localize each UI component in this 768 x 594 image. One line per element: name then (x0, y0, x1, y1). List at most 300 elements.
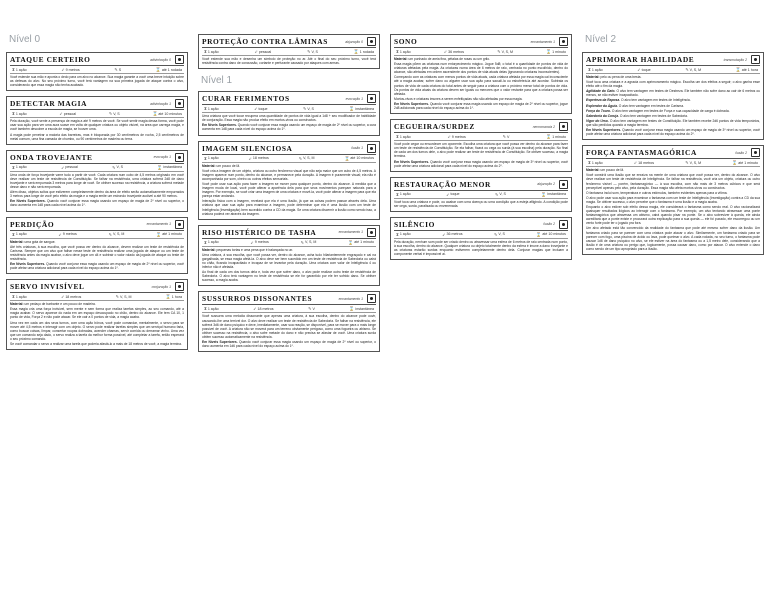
spell-card-forca (582, 145, 764, 255)
spell-slot-icon[interactable] (367, 37, 376, 46)
spell-description: Uma criatura que você tocar recupera uma quantidade de pontos de vida igual a 1d8 + seu modificador de habilidade de conjuração. Essa magia não produz efeito em mortos-vivos ou constructos. (202, 114, 376, 123)
stat-cast (588, 160, 603, 165)
components-icon: ✎ (685, 67, 689, 72)
stat-value: 36 metros (448, 49, 465, 54)
components-icon: ✎ (298, 155, 303, 161)
components-icon: ✎ (115, 294, 119, 300)
spell-card-sono (390, 34, 572, 114)
spell-description: Essa magia cria uma força invisível, sem mente e sem forma que realiza tarefas simples, ao seu comando, até a magia acabar. O servo aparece do nada em um espaço desocupado no chão, dentro do alcance. Ele tem CA 10, 1 ponto de vida, Força 2 e não pode atacar. Se ele cair a 0 pontos de vida, a magia acaba. (10, 307, 184, 320)
spell-stats (10, 164, 184, 172)
stat-value: V, S, M (303, 156, 315, 161)
spell-higher-levels (586, 128, 760, 136)
option-text: O alvo tem vantagem em testes de Força e sua capacidade de carga é dobrada. (611, 108, 730, 113)
spell-header (202, 294, 376, 305)
spell-stats (394, 48, 568, 56)
option-name: Esplendor da Águia. (586, 103, 618, 108)
spell-card-onda (6, 150, 188, 212)
higher-label: Em Níveis Superiores. (202, 123, 237, 128)
components-icon: ✎ (495, 191, 499, 197)
stat-value: até 1 minuto (354, 240, 374, 245)
material-label: Material: (202, 247, 216, 252)
range-icon: ➶ (61, 164, 65, 170)
higher-text: Quando você conjurar essa magia usando um espaço de magia de 2º nível ou superior, o dano aumenta em 1d6 para cada nível do espaço acima do 1º. (202, 340, 377, 349)
stat-value: 1 ação (399, 134, 411, 139)
stat-value: V, S, M (689, 160, 702, 165)
spell-slot-icon[interactable] (367, 94, 376, 103)
duration-icon: ⌛ (344, 155, 350, 161)
stat-comp (109, 111, 120, 116)
option-text: O alvo tem vantagem em testes de Inteligência. (621, 98, 691, 103)
material-text: pelo ou pena de uma besta. (600, 75, 642, 79)
range-icon: ➶ (58, 231, 62, 237)
spell-stats (202, 48, 376, 56)
stat-value: pessoal (65, 165, 78, 170)
hourglass-icon: ⧗ (204, 306, 207, 312)
column-3 (384, 0, 576, 265)
spell-card-ataque (6, 52, 188, 91)
spell-header (10, 220, 184, 231)
spell-material (10, 240, 184, 244)
duration-icon: ⌛ (348, 239, 354, 245)
spell-higher-levels (10, 199, 184, 207)
stat-value: 1 minuto (552, 49, 566, 54)
stat-range (253, 306, 273, 311)
spell-description: Além disso, objetos soltos que estiverem completamente dentro da área de efeito serão automaticamente empurrados 3 metros para longe de você pelo efeito da magia e a magia emite um estrondo trovejante audível a até 90 metros. (10, 190, 184, 199)
stat-dur (736, 67, 758, 72)
material-text: um punhado de areia fina, pétalas de rosas ou um grilo. (408, 57, 491, 61)
hourglass-icon: ⧗ (396, 191, 399, 197)
stat-value: 9 metros (451, 134, 466, 139)
spell-higher-levels (394, 160, 568, 168)
spell-slot-icon[interactable] (559, 37, 568, 46)
higher-label: Em Níveis Superiores. (10, 199, 46, 204)
spell-description: Uma vez em cada um dos seus turnos, com uma ação bônus, você pode comandar, mentalmente, o servo para se mover até 4,5 metros e interagir com um objeto. O servo pode realizar tarefas simples que um serviçal humano faria, como buscar coisas, limpar, consertar roupas dobradas, acender chamas, servir comida ou derramar vinho. Uma vez que um comando seja dado, o servo realiza a tarefa da melhor forma possível, até completar a tarefa, então esperará o seu próximo comando. (10, 320, 184, 341)
spell-stats (394, 191, 568, 199)
duration-icon: ⌛ (735, 67, 741, 72)
components-icon: ✎ (114, 67, 118, 72)
spell-name: CURAR FERIMENTOS (202, 94, 290, 104)
stat-range (442, 232, 462, 237)
stat-value: 1 ação (15, 232, 27, 236)
material-label: Material: (586, 75, 600, 79)
spell-name: SILÊNCIO (394, 219, 435, 229)
spell-description: Você sussurra uma melodia dissonante que apenas uma criatura, à sua escolha, dentro do alcance pode ouvir, causando-lhe uma terrível dor. O alvo deve realizar um teste de resistência de Sabedoria. Se falhar na resistência, ele sofrerá 3d6 de dano psíquico e deve, imediatamente, usar sua reação, se disponível, para se mover para o mais longe possível de você. A criatura não se moverá para um terreno obviamente perigoso, como uma fogueira ou abismo. Se obtiver sucesso na resistência, o alvo sofre metade do dano e não precisa se afastar de você. Uma criatura surda obtém sucesso automaticamente na resistência. (202, 314, 376, 339)
stat-value: 36 metros (446, 232, 463, 237)
option-text: O alvo tem vantagem em testes de Destreza. Ele também não sofre dano ao cair de 6 metros ou menos, se não estiver incapacitado. (586, 89, 761, 98)
material-text: um pouco de lã. (600, 168, 624, 173)
spell-slot-icon[interactable] (751, 148, 760, 157)
stat-value: V, S (116, 165, 123, 170)
spell-material (202, 164, 376, 168)
spell-name: CEGUEIRA/SURDEZ (394, 122, 475, 132)
spell-description: Você toca uma criatura e a agracia com aprimoramento mágico. Escolha um dos efeitos a seguir; o alvo ganha esse efeito até o fim da magia. (586, 80, 760, 89)
level-heading: Nível 0 (9, 34, 41, 45)
stat-dur (732, 160, 758, 165)
spell-name: PERDIÇÃO (10, 219, 55, 229)
stat-comp (308, 306, 315, 311)
stat-value: 9 metros (65, 67, 80, 72)
stat-range (59, 111, 76, 116)
spell-header (10, 99, 184, 110)
stat-range (61, 294, 81, 299)
higher-label: Em Níveis Superiores. (202, 340, 238, 344)
spell-header (394, 180, 568, 191)
spell-header (10, 55, 184, 66)
stat-value: até 1 hora (741, 67, 758, 72)
stat-dur (354, 49, 374, 54)
higher-label: Em Níveis Superiores. (394, 101, 429, 106)
spell-school: necromancia 2 (532, 124, 555, 129)
higher-text: Quando você conjurar essa magia usando um espaço de magia de 3º nível ou superior, você pode afetar uma criatura adicional para cada nível do espaço acima do 2º. (586, 128, 760, 137)
higher-label: Em Níveis Superiores. (10, 261, 46, 266)
spell-header (394, 122, 568, 133)
spell-description: Pela duração, você sente a presença de magia a até 9 metros de você. Se você sentir magia dessa forma, você pode usar sua ação para ver uma aura suave em volta de qualquer criatura ou objeto visível, na área que carrega magia, e você também descobre a escola de magia, se houver uma. (10, 119, 184, 132)
duration-icon: ⌛ (732, 160, 738, 166)
hourglass-icon: ⧗ (204, 239, 207, 245)
spell-card-riso (198, 225, 380, 287)
components-icon: ✎ (685, 160, 689, 166)
stat-value: V, S (498, 232, 505, 237)
stat-value: 1 ação (15, 111, 27, 116)
stat-comp (114, 67, 121, 72)
stat-value: 1 ação (207, 106, 219, 111)
stat-comp (685, 160, 701, 165)
duration-icon: ⌛ (546, 49, 552, 54)
stat-value: até 1 rodada (161, 67, 182, 72)
stat-cast (12, 165, 27, 170)
spell-description: O fantasma inclui som, temperatura e outros estímulos, também evidentes apenas para a vítima. (586, 190, 728, 195)
hourglass-icon: ⧗ (12, 164, 15, 170)
stat-cast (396, 49, 411, 54)
spell-description: Até três criaturas, à sua escolha, que você possa ver dentro do alcance, devem realizar um teste de resistência de Carisma. Sempre que um alvo que falhar nesse teste de resistência realizar uma jogada de ataque ou um teste de resistência antes da magia acabar, o alvo deve jogar um d4 e subtrair o valor rolado da jogada de ataque ou teste de resistência. (10, 244, 184, 261)
stat-cast (12, 294, 27, 299)
spell-name: PROTEÇÃO CONTRA LÂMINAS (202, 37, 328, 46)
spell-slot-icon[interactable] (175, 220, 184, 229)
spell-slot-icon[interactable] (367, 294, 376, 303)
stat-value: toque (258, 106, 268, 111)
material-label: Material: (586, 168, 600, 173)
spell-name: SONO (394, 37, 418, 46)
stat-value: V, S (311, 49, 318, 54)
stat-value: até 1 minuto (162, 232, 182, 236)
range-icon: ➶ (250, 239, 254, 245)
spell-stats (202, 305, 376, 313)
stat-cast (396, 134, 411, 139)
material-label: Material: (10, 239, 24, 244)
stat-value: V, S, M (501, 49, 514, 54)
duration-icon: ⌛ (152, 111, 158, 117)
stat-cast (12, 232, 27, 237)
stat-cast (12, 111, 27, 116)
spell-stats (10, 66, 184, 74)
stat-dur (344, 156, 374, 161)
spell-school: ilusão 2 (543, 222, 555, 227)
stat-dur (166, 294, 182, 299)
spell-option (586, 119, 760, 127)
stat-range (637, 67, 650, 72)
spell-school: transmutação 2 (723, 57, 747, 62)
material-text: pequenas tortas e uma pena que é balançada no ar. (216, 247, 293, 252)
spell-material (394, 57, 568, 61)
stat-value: 9 metros (254, 240, 269, 245)
spell-stats (10, 110, 184, 118)
spell-slot-icon[interactable] (175, 99, 184, 108)
duration-icon: ⌛ (165, 294, 171, 300)
spell-school: adivinhação 1 (150, 101, 171, 106)
spell-slot-icon[interactable] (367, 228, 376, 237)
column-1 (0, 0, 192, 355)
stat-range (254, 106, 267, 111)
material-label: Material: (10, 302, 24, 307)
spell-option (586, 109, 760, 113)
spell-description: Você pode cegar ou ensurdecer um oponente. Escolha uma criatura que você possa ver dentro do alcance para fazer um teste de resistência de Constituição. Se ela falhar, ficará ou cega ou surda (à sua escolha) pela duração. No final de cada um dos turnos dele, o alvo pode realizar um teste de resistência de Constituição. Se obtiver sucesso, a magia termina. (394, 142, 568, 159)
stat-range (58, 232, 76, 237)
stat-value: toque (450, 192, 460, 197)
spell-option (586, 89, 760, 97)
spell-card-servo (6, 279, 188, 350)
stat-value: V (506, 134, 510, 139)
stat-cast (204, 306, 219, 311)
spell-description: Uma criatura, à sua escolha, que você possa ver, dentro do alcance, acha tudo hilariantemente engraçado e cai na gargalhada, se essa magia afetá-la. O alvo deve ser bem sucedido em um teste de resistência de Sabedoria ou cairá no chão, ficando incapacitado e incapaz de se levantar pela duração. Uma criatura com valor de Inteligência 4 ou inferior não é afetada. (202, 252, 376, 270)
spell-school: encantamento 1 (530, 39, 555, 44)
duration-icon: ⌛ (155, 67, 161, 72)
spell-stats (202, 239, 376, 247)
spell-header (394, 37, 568, 48)
option-text: O alvo tem vantagem em testes de Carisma. (618, 103, 685, 108)
spell-description: Começando com as criaturas com menos pontos de vida atuais, cada criatura afetada por essa magia cai inconsciente até a magia acabar, sofrer dano ou alguém usar sua ação para sacudi-la ou esbofeteá-la até acordar. Subtraia os pontos de vida de cada criatura do total antes de seguir para a criatura com o próximo menor total de pontos de vida. Os pontos de vida atuais da criatura devem ser iguais ou menores que o valor restante para que a criatura possa ser afetada. (394, 75, 568, 96)
spell-slot-icon[interactable] (175, 153, 184, 162)
spell-slot-icon[interactable] (367, 144, 376, 153)
stat-value: até 1 minuto (738, 160, 758, 165)
spell-header (202, 144, 376, 155)
stat-value: 1 ação (207, 49, 219, 54)
spell-stats (202, 155, 376, 163)
stat-cast (204, 156, 219, 161)
spell-slot-icon[interactable] (559, 122, 568, 131)
stat-value: 1 rodada (359, 49, 374, 54)
spell-stats (10, 231, 184, 239)
stat-dur (348, 240, 374, 245)
stat-value: S (118, 67, 122, 72)
stat-value: instantânea (355, 306, 374, 311)
spell-description: Ao final de cada um dos turnos dela e, toda vez que sofrer dano, o alvo pode realizar outro teste de resistência de Sabedoria. O alvo terá vantagem no teste de resistência se ele for garantido por ele ter sofrido dano. Se obtiver sucesso, a magia acaba. (202, 270, 376, 283)
spell-card-sussurros (198, 291, 380, 352)
option-name: Esperteza da Raposa. (586, 98, 621, 103)
spell-higher-levels (202, 340, 376, 348)
components-icon: ✎ (307, 49, 311, 54)
spell-stats (394, 231, 568, 239)
stat-comp (494, 232, 505, 237)
stat-cast (396, 232, 411, 237)
stat-range (447, 134, 465, 139)
stat-value: 1 ação (15, 294, 27, 299)
higher-label: Em Níveis Superiores. (586, 128, 622, 133)
spell-description: Você cria a imagem de um objeto, criatura ou outro fenômeno visual que não seja maior que um cubo de 4,5 metros. A imagem aparece num ponto, dentro do alcance, e permanece pela duração. A imagem é puramente visual; ela não é acompanhada por som, cheiro ou outros efeitos sensoriais. (202, 168, 376, 181)
material-label: Material: (202, 163, 216, 168)
stat-value: 1 ação (399, 49, 411, 54)
range-icon: ➶ (248, 155, 252, 161)
range-icon: ➶ (60, 294, 65, 300)
stat-comp (112, 165, 123, 170)
stat-comp (109, 232, 125, 237)
stat-cast (396, 192, 411, 197)
spell-slot-icon[interactable] (559, 180, 568, 189)
stat-dur (536, 232, 566, 237)
hourglass-icon: ⧗ (12, 111, 15, 117)
hourglass-icon: ⧗ (588, 160, 591, 166)
stat-cast (204, 49, 219, 54)
spell-name: RESTAURAÇÃO MENOR (394, 179, 491, 189)
hourglass-icon: ⧗ (396, 134, 399, 140)
components-icon: ✎ (108, 111, 113, 117)
spell-higher-levels (202, 123, 376, 131)
hourglass-icon: ⧗ (204, 106, 207, 112)
spell-slot-icon[interactable] (559, 220, 568, 229)
stat-value: 1 ação (207, 306, 219, 311)
spell-card-cegueira (390, 119, 572, 172)
spell-option (586, 104, 760, 108)
spell-description: Você estende sua mão e desenha um símbolo de proteção no ar. Até o final do seu próximo turno, você terá resistência contra dano de concussão, cortante e perfurante causado por ataques com armas. (202, 57, 376, 66)
spell-material (10, 302, 184, 306)
components-icon: ✎ (494, 231, 498, 237)
spell-description: Se você comandar o servo a realizar uma tarefa que poderia afastá-lo a mais de 18 metros de você, a magia termina. (10, 342, 182, 346)
stat-cast (12, 67, 27, 72)
spell-name: SUSSURROS DISSONANTES (202, 294, 313, 304)
spell-card-restauracao (390, 177, 572, 212)
range-icon: ➶ (447, 134, 451, 140)
stat-value: até 10 minutos (158, 111, 182, 116)
higher-text: Quando você conjurar essa magia usando um espaço de magia de 2º nível ou superior, a cura aumenta em 1d8 para cada nível do espaço acima do 1º. (202, 123, 377, 132)
stat-value: V, S, M (112, 232, 125, 236)
stat-range (634, 160, 654, 165)
stat-dur (541, 192, 566, 197)
spell-card-imagem (198, 141, 380, 220)
hourglass-icon: ⧗ (204, 155, 207, 161)
hourglass-icon: ⧗ (588, 67, 591, 72)
stat-dur (349, 106, 374, 111)
stat-value: V, S (307, 106, 314, 111)
spell-description: O alvo pode usar sua ação para examinar o fantasma com um teste de Inteligência (Investigação) contra a CD da sua magia. Se obtiver sucesso, o alvo percebe que o fantasma é uma ilusão e a magia acaba. (586, 195, 760, 204)
stat-dur (546, 49, 566, 54)
spell-material (202, 248, 376, 252)
spell-option (586, 98, 760, 102)
stat-comp (495, 192, 506, 197)
spell-school: adivinhação 0 (150, 57, 171, 62)
stat-comp (299, 156, 315, 161)
spell-card-protecao (198, 34, 380, 69)
range-icon: ➶ (59, 111, 63, 117)
spell-header (202, 37, 376, 48)
spell-stats (586, 66, 760, 74)
spell-header (202, 228, 376, 239)
components-icon: ✎ (300, 239, 304, 245)
stat-value: 1 ação (591, 67, 603, 72)
spell-description: Pela duração, nenhum som pode ser criado dentro ou atravessar uma esfera de 6 metros de raio centrada num ponto, à sua escolha, dentro do alcance. Qualquer criatura ou objeto totalmente dentro da esfera é imune a dano trovejante e as criaturas estarão surdas enquanto estiverem completamente dentro dela. Conjurar magias que incluam a componente verbal é impossível aí. (394, 239, 568, 257)
stat-value: V (312, 306, 315, 311)
spell-description: Você estende sua mão e aponta o dedo para um alvo no alcance. Sua magia garante a você uma breve intuição sobre as defesas do alvo. No seu próximo turno, você terá vantagem na sua primeira jogada de ataque contra o alvo, considerando que essa magia não tenha acabado. (10, 75, 184, 88)
stat-value: 1 ação (207, 240, 219, 245)
stat-dur (349, 306, 374, 311)
stat-range (61, 67, 79, 72)
level-heading: Nível 2 (585, 34, 617, 45)
spell-description: Você toca uma criatura e pode, ou acabar com uma doença ou uma condição que a esteja afligindo. A condição pode ser cega, surda, paralisada ou envenenada. (394, 199, 568, 208)
spell-school: ilusão 2 (735, 150, 747, 155)
material-text: um pouco de lã. (216, 163, 240, 168)
stat-value: instantânea (355, 106, 374, 111)
option-text: O alvo tem vantagem em testes de Constituição. Ele também recebe 2d6 pontos de vida temporários, que são perdidos quando a magia termina. (586, 118, 761, 127)
higher-text: Quando você conjurar essa magia usando um espaço de magia de 3º nível ou superior, você pode afetar uma criatura adicional para cada nível do espaço acima do 2º. (394, 159, 568, 168)
higher-text: Quando você conjurar essa magia usando um espaço de magia de 2º nível ou superior, jogue 2d8 adicionais para cada nível do espaço acima do 1º. (394, 101, 568, 111)
option-text: O alvo tem vantagem em testes de Sabedoria. (619, 113, 688, 118)
duration-icon: ⌛ (156, 231, 162, 237)
hourglass-icon: ⧗ (396, 231, 399, 237)
spell-slot-icon[interactable] (175, 282, 184, 291)
stat-comp (303, 106, 314, 111)
stat-value: V, S, M (120, 294, 132, 299)
range-icon: ➶ (253, 306, 257, 312)
spell-header (586, 55, 760, 66)
stat-value: 18 metros (638, 160, 655, 165)
spell-school: evocação 1 (345, 96, 363, 101)
stat-value: 1 ação (591, 160, 603, 165)
spell-school: abjuração 0 (345, 39, 363, 44)
spell-name: APRIMORAR HABILIDADE (586, 55, 695, 64)
spell-slot-icon[interactable] (175, 55, 184, 64)
stat-dur (156, 67, 182, 72)
stat-dur (157, 165, 182, 170)
spell-school: evocação 1 (153, 155, 171, 160)
spell-school: encantamento 1 (338, 230, 363, 235)
stat-value: 1 minuto (552, 134, 566, 139)
higher-label: Em Níveis Superiores. (394, 159, 430, 164)
spell-option (586, 114, 760, 118)
stat-value: 18 metros (257, 306, 274, 311)
stat-comp (503, 134, 510, 139)
stat-value: 9 metros (62, 232, 77, 236)
stat-value: 1 ação (399, 192, 411, 197)
spell-school: conjuração 1 (151, 284, 171, 289)
spell-header (10, 282, 184, 293)
spell-name: ATAQUE CERTEIRO (10, 55, 91, 64)
stat-comp (685, 67, 701, 72)
spell-card-curar (198, 91, 380, 135)
stat-value: pessoal (258, 49, 272, 54)
hourglass-icon: ⧗ (12, 294, 15, 300)
spell-description: Interação física com a imagem, revelará que ela é uma ilusão, já que as coisas podem passar através dela. Uma criatura que usar sua ação para examinar a imagem, pode determinar que ela é uma ilusão com um teste de Inteligência (Investigação) bem sucedido contra a CD da magia. Se uma criatura discernir a ilusão como sendo isso, a criatura poderá ver através da imagem. (202, 199, 376, 216)
duration-icon: ⌛ (536, 231, 542, 237)
stat-comp (497, 49, 513, 54)
duration-icon: ⌛ (349, 306, 355, 312)
spell-stats (202, 105, 376, 113)
column-2 (192, 0, 384, 357)
option-name: Agilidade do Gato. (586, 89, 616, 94)
stat-value: V, S (113, 111, 120, 116)
spell-card-aprimorar (582, 52, 764, 140)
range-icon: ➶ (443, 49, 448, 54)
components-icon: ✎ (308, 306, 312, 312)
hourglass-icon: ⧗ (396, 49, 399, 54)
spell-slot-icon[interactable] (751, 55, 760, 64)
spell-description: Mortos-vivos e criaturas imunes a serem enfeitiçadas não são afetadas por essa magia. (394, 96, 523, 101)
range-icon: ➶ (254, 49, 258, 54)
stat-range (249, 156, 269, 161)
hourglass-icon: ⧗ (12, 67, 15, 72)
stat-value: até 10 minutos (542, 232, 566, 237)
stat-value: 18 metros (252, 156, 269, 161)
spell-stats (394, 133, 568, 141)
stat-value: 1 ação (207, 156, 219, 161)
option-name: Vigor do Urso. (586, 118, 609, 123)
